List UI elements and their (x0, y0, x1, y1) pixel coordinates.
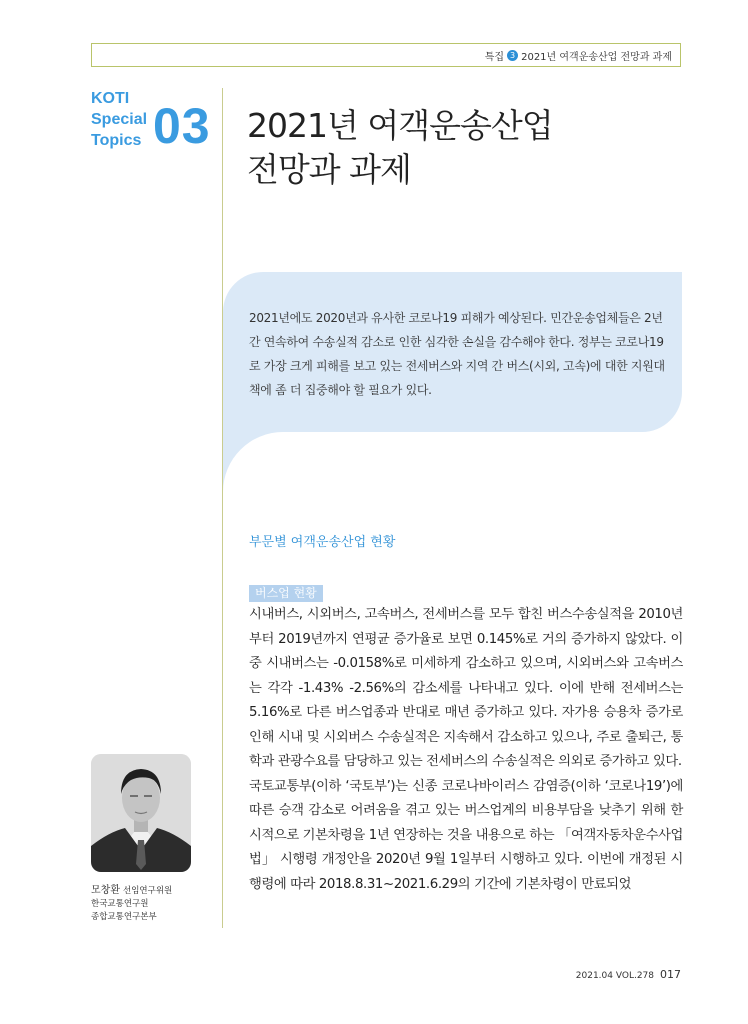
summary-text: 2021년에도 2020년과 유사한 코로나19 피해가 예상된다. 민간운송업체들은 2년간 연속하여 수송실적 감소로 인한 심각한 손실을 감수해야 한다. 정부는 코로나19로 가장 크게 피해를 보고 있는 전세버스와 지역 간 버스(시외, 고속)에 대한 지원대책에 좀 더 집중해야 할 필요가 있다. (249, 311, 665, 397)
page-number: 017 (660, 968, 681, 981)
author-portrait-icon (91, 754, 191, 872)
body-paragraph-1: 시내버스, 시외버스, 고속버스, 전세버스를 모두 합친 버스수송실적을 2010년부터 2019년까지 연평균 증가율로 보면 0.145%로 거의 증가하지 않았다. 이 중 시내버스는 -0.0158%로 미세하게 감소하고 있으며, 시외버스와 고속버스는 각각 -1.43% -2.56%의 감소세를 나타내고 있다. 이에 반해 전세버스는 5.16%로 다른 버스업종과 반대로 매년 증가하고 있다. 자가용 승용차 증가로 인해 시내 및 시외버스 수송실적은 지속해서 감소하고 있으나, 주로 출퇴근, 통학과 관광수요를 담당하고 있는 전세버스의 수송실적은 의외로 증가하고 있다. (249, 607, 683, 769)
page-footer (576, 968, 681, 981)
author-name: 모창환 (91, 885, 120, 896)
author-info (91, 884, 172, 924)
column-divider (222, 88, 223, 928)
article-title (247, 104, 553, 192)
koti-line3: Topics (91, 132, 142, 149)
header-number-badge: 3 (507, 50, 518, 61)
author-org2: 종합교통연구본부 (91, 912, 157, 922)
author-org1: 한국교통연구원 (91, 899, 149, 909)
topic-number: 03 (153, 98, 211, 154)
title-line1: 2021년 여객운송산업 (247, 106, 553, 145)
title-line2: 전망과 과제 (247, 150, 411, 189)
koti-line2: Special (91, 111, 148, 128)
header-title: 2021년 여객운송산업 전망과 과제 (521, 51, 672, 63)
author-role: 선임연구위원 (122, 886, 173, 896)
author-photo (91, 754, 191, 872)
koti-special-topics-label (91, 88, 147, 151)
footer-issue: 2021.04 VOL.278 (575, 971, 654, 981)
koti-line1: KOTI (91, 90, 130, 107)
running-header (91, 43, 681, 67)
subsection-label: 버스업 현황 (249, 585, 323, 602)
body-text (249, 603, 683, 897)
summary-curve-decoration (223, 432, 283, 492)
section-title: 부문별 여객운송산업 현황 (249, 535, 396, 550)
body-paragraph-2: 국토교통부(이하 ‘국토부’)는 신종 코로나바이러스 감염증(이하 ‘코로나19’)에 따른 승객 감소로 어려움을 겪고 있는 버스업계의 비용부담을 낮추기 위해 한시적으로 기본차령을 1년 연장하는 것을 내용으로 하는 「여객자동차운수사업법」 시행령 개정안을 2020년 9월 1일부터 시행하고 있다. 이번에 개정된 시행령에 따라 2018.8.31~2021.6.29의 기간에 기본차령이 만료되었 (249, 778, 683, 892)
header-prefix: 특집 (484, 51, 505, 63)
